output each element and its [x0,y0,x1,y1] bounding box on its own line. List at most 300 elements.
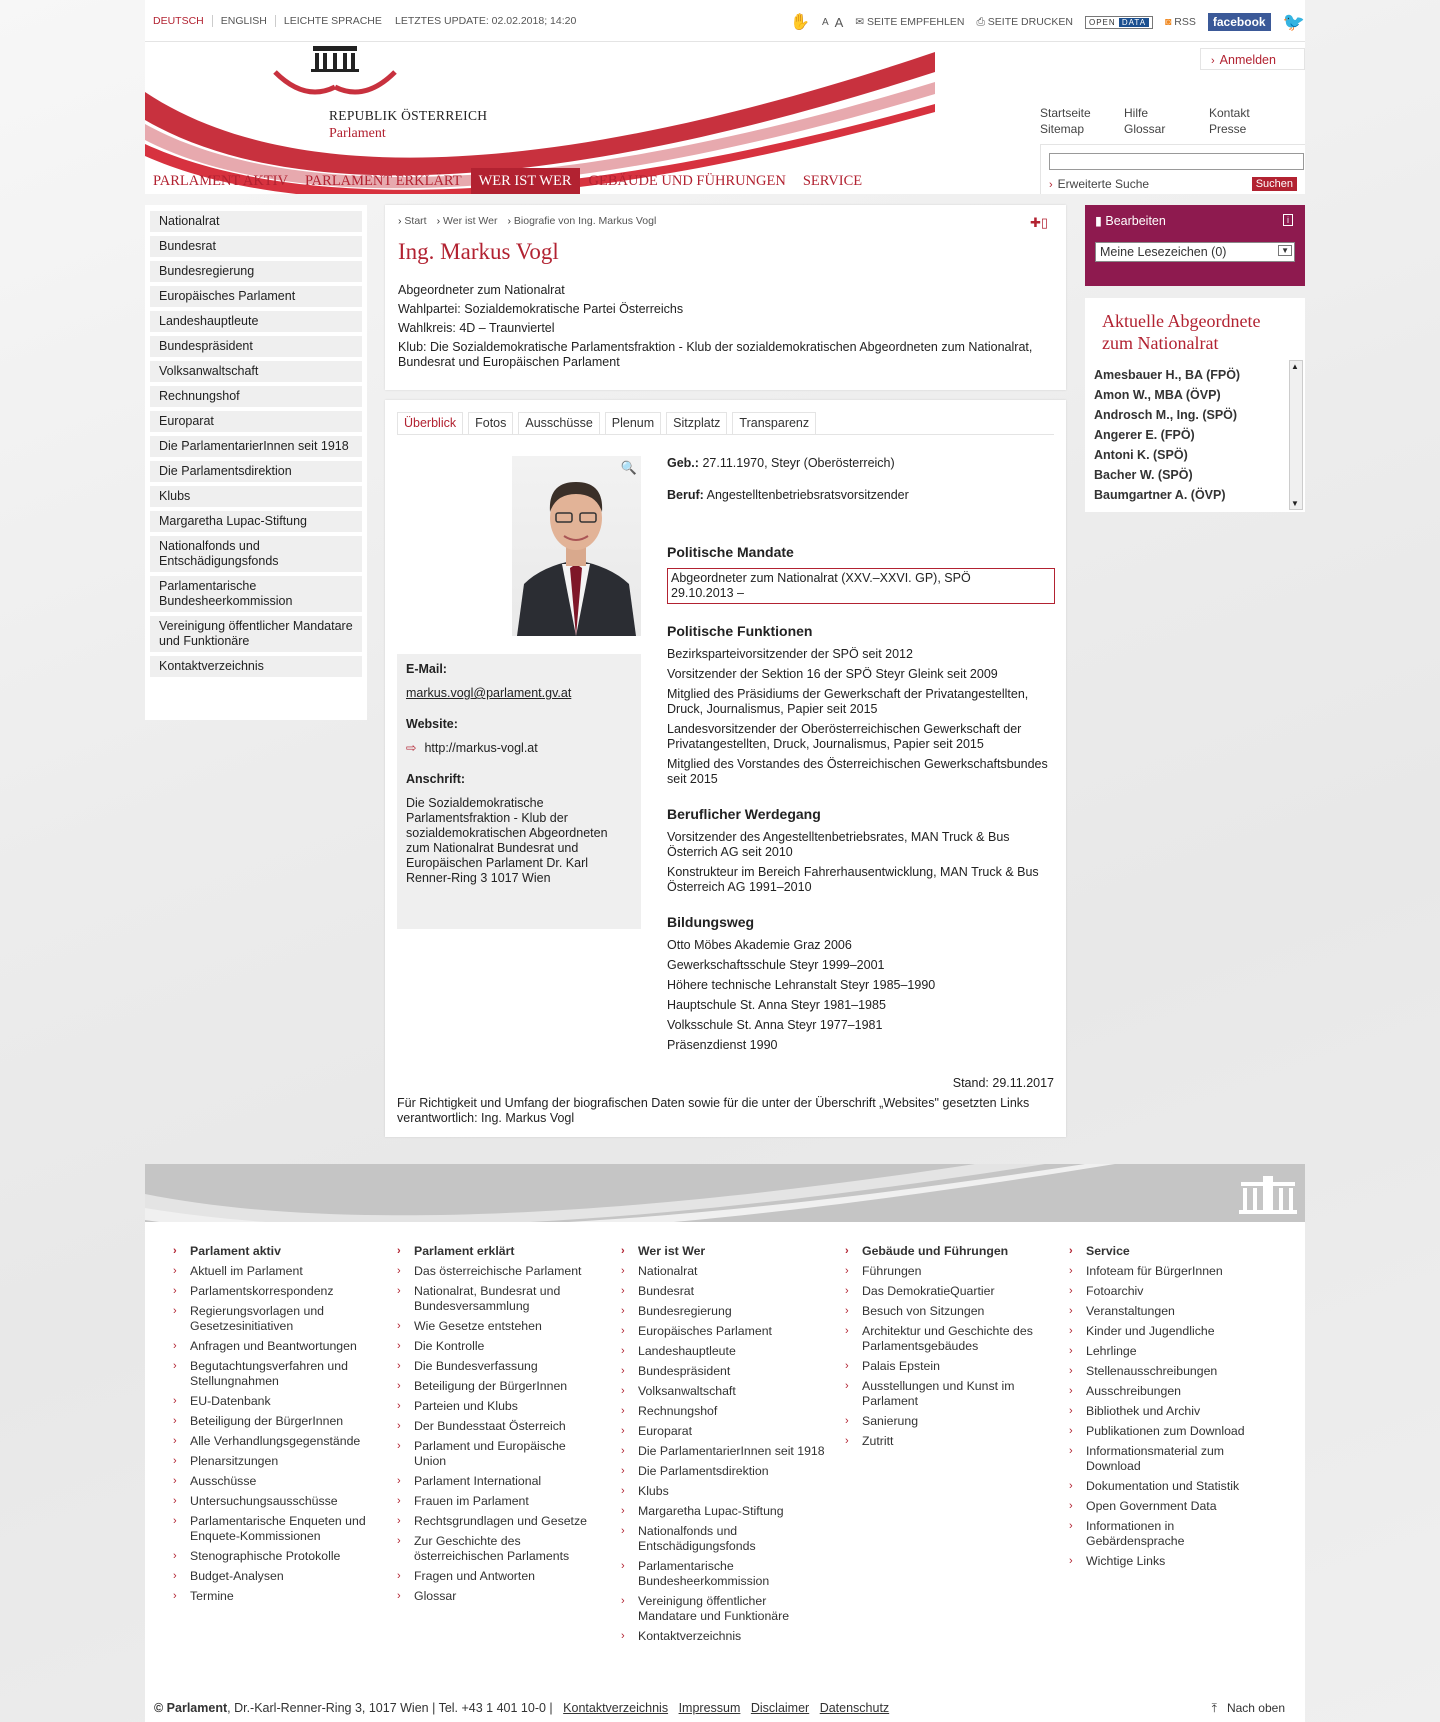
footer-link[interactable] [1069,1364,1293,1379]
footer-link[interactable] [173,1284,397,1299]
chevron-right-icon: › [845,1265,849,1277]
mp-list-item[interactable]: Antoni K. (SPÖ) [1094,448,1188,462]
footer-link-label: Plenarsitzungen [190,1454,279,1468]
footer-column-heading[interactable] [397,1244,621,1259]
login-link[interactable] [1200,48,1305,70]
leftnav-item[interactable]: Parlamentarische Bundesheerkommission [150,576,362,612]
nav-gebaeude[interactable]: GEBÄUDE UND FÜHRUNGEN [588,173,786,189]
open-data-badge[interactable] [1085,16,1153,29]
footer-link[interactable] [621,1504,845,1519]
disclaimer-text: Für Richtigkeit und Umfang der biografischen Daten sowie für die unter der Überschrift „Websites" gesetzten Links verantwortlich: Ing. Markus Vogl [397,1096,1030,1125]
mp-list-item[interactable]: Baumgartner A. (ÖVP) [1094,488,1226,502]
footer-link-label: Parlament International [414,1474,542,1488]
leftnav-item[interactable]: Europarat [150,411,362,432]
chevron-down-icon: ▼ [1278,245,1292,256]
footer-link[interactable] [397,1379,621,1394]
footer-link-label: Parlamentskorrespondenz [190,1284,334,1298]
person-party: Wahlpartei: Sozialdemokratische Partei Österreichs [398,302,684,316]
footer-link[interactable] [845,1359,1069,1374]
chevron-right-icon: › [621,1325,625,1337]
leftnav-item[interactable]: Bundespräsident [150,336,362,357]
tab-overview[interactable]: Überblick [397,412,463,434]
bio-body-card [385,400,1066,1137]
chevron-right-icon: › [173,1360,177,1372]
chevron-right-icon: › [621,1425,625,1437]
footer-link-label: Nationalrat [638,1264,698,1278]
website-link[interactable] [406,741,632,756]
footer-link[interactable] [1069,1499,1293,1514]
back-to-top-label: Nach oben [1226,1701,1285,1715]
info-icon[interactable]: i [1283,214,1293,226]
font-large-button[interactable]: A [834,14,844,30]
footer-link-kontaktverzeichnis[interactable]: Kontaktverzeichnis [563,1701,669,1715]
footer-link[interactable] [621,1424,845,1439]
job-value: Angestelltenbetriebsratsvorsitzender [706,488,909,502]
footer-link[interactable] [1069,1344,1293,1359]
zoom-icon[interactable]: 🔍 [620,460,637,475]
job-label: Beruf: [667,488,704,502]
footer-link-label: Zutritt [862,1434,894,1448]
chevron-right-icon: › [173,1395,177,1407]
chevron-right-icon: › [173,1570,177,1582]
footer-link[interactable] [397,1359,621,1374]
leftnav-item[interactable]: Die ParlamentarierInnen seit 1918 [150,436,362,457]
footer-link[interactable] [1069,1444,1293,1474]
footer-column-heading[interactable] [1069,1244,1293,1259]
footer-link[interactable] [1069,1519,1293,1549]
footer-swoosh-graphic [145,1164,1305,1222]
footer-link-columns [173,1244,1293,1649]
quick-link-contact[interactable]: Kontakt [1209,106,1250,120]
print-link[interactable] [976,16,1073,29]
lang-easy[interactable]: LEICHTE SPRACHE [283,15,382,27]
footer-heading-label: Parlament aktiv [190,1244,281,1258]
breadcrumb-wer-ist-wer[interactable]: › Wer ist Wer [437,215,498,227]
footer-link-label: Veranstaltungen [1086,1304,1175,1318]
footer-link[interactable] [1069,1264,1293,1279]
copyright-text: , Dr.-Karl-Renner-Ring 3, 1017 Wien | Tel. +43 1 401 10-0 | [227,1701,553,1715]
chevron-right-icon: › [845,1380,849,1392]
website-label: Website: [406,717,458,731]
chevron-right-icon: › [1069,1480,1073,1492]
birth-label: Geb.: [667,456,699,470]
footer-link-label: Publikationen zum Download [1086,1424,1245,1438]
site-logo[interactable] [329,108,487,142]
footer-link-label: Parlament und Europäische Union [414,1439,566,1468]
toolbar [790,12,1305,32]
footer-link[interactable] [845,1324,1069,1354]
footer-link[interactable] [621,1324,845,1339]
footer-link[interactable] [397,1419,621,1434]
education-item: Hauptschule St. Anna Steyr 1981–1985 [667,998,886,1012]
footer-link-label: Bundesregierung [638,1304,732,1318]
footer-link-label: Kontaktverzeichnis [638,1629,742,1643]
leftnav-item[interactable]: Nationalrat [150,211,362,232]
recommend-link[interactable] [855,16,964,28]
nav-parlament-erklaert[interactable]: PARLAMENT ERKLÄRT [304,173,462,189]
chevron-right-icon: › [397,1475,401,1487]
leftnav-item[interactable]: Bundesregierung [150,261,362,282]
search-button[interactable]: Suchen [1252,177,1297,191]
footer-link-label: Ausschreibungen [1086,1384,1182,1398]
chevron-right-icon: › [845,1415,849,1427]
footer-link-label: Wie Gesetze entstehen [414,1319,542,1333]
footer-link-label: Alle Verhandlungsgegenstände [190,1434,361,1448]
footer-link-label: Beteiligung der BürgerInnen [190,1414,344,1428]
quick-link-start[interactable]: Startseite [1040,106,1091,120]
footer-link[interactable] [1069,1284,1293,1299]
leftnav-item[interactable]: Die Parlamentsdirektion [150,461,362,482]
edit-label[interactable]: Bearbeiten [1105,214,1166,228]
footer-link-label: Landeshauptleute [638,1344,736,1358]
scroll-up-icon[interactable]: ▲ [1291,362,1299,371]
footer-link-label: Informationen in Gebärdensprache [1086,1519,1185,1548]
font-small-button[interactable]: A [821,16,829,28]
footer-link[interactable] [173,1494,397,1509]
scroll-down-icon[interactable]: ▼ [1291,499,1299,508]
chevron-right-icon: › [1049,179,1053,191]
chevron-right-icon: › [397,1340,401,1352]
footer-link[interactable] [845,1434,1069,1449]
function-item: Mitglied des Präsidiums der Gewerkschaft der Privatangestellten, Druck, Journalismus, Papier seit 2015 [667,687,1029,716]
footer-link-label: Lehrlinge [1086,1344,1137,1358]
footer-link[interactable] [397,1339,621,1354]
footer-link[interactable] [621,1559,845,1589]
footer-link-label: Die ParlamentarierInnen seit 1918 [638,1444,825,1458]
leftnav-item[interactable]: Margaretha Lupac-Stiftung [150,511,362,532]
footer-link-label: Aktuell im Parlament [190,1264,303,1278]
chevron-right-icon: › [621,1445,625,1457]
footer-link-label: Nationalrat, Bundesrat und Bundesversammlung [414,1284,561,1313]
leftnav-item[interactable]: Vereinigung öffentlicher Mandatare und Funktionäre [150,616,362,652]
footer-link[interactable] [397,1514,621,1529]
quick-link-sitemap[interactable]: Sitemap [1040,122,1085,136]
footer-link[interactable] [621,1464,845,1479]
page-title: Ing. Markus Vogl [398,239,559,264]
footer-link-label: Ausschüsse [190,1474,257,1488]
footer-column-heading[interactable] [845,1244,1069,1259]
footer-link[interactable] [621,1404,845,1419]
footer-heading-label: Parlament erklärt [414,1244,515,1258]
footer-link-label: Frauen im Parlament [414,1494,529,1508]
person-constituency: Wahlkreis: 4D – Traunviertel [398,321,555,335]
footer-link[interactable] [845,1414,1069,1429]
footer-link-label: Parlamentarische Enqueten und Enquete-Kommissionen [190,1514,366,1543]
back-to-top-link[interactable] [1212,1701,1285,1716]
nav-wer-ist-wer[interactable]: WER IST WER [471,168,580,194]
bio-header-card [385,205,1066,390]
bookmark-icon: ▮ [1095,214,1106,228]
facebook-link[interactable]: facebook [1208,13,1271,31]
footer-link[interactable] [621,1594,845,1624]
portrait-photo[interactable] [512,456,641,636]
footer-link-label: Zur Geschichte des österreichischen Parlaments [414,1534,570,1563]
footer-link-label: Architektur und Geschichte des Parlamentsgebäudes [862,1324,1033,1353]
function-item: Landesvorsitzender der Oberösterreichischen Gewerkschaft der Privatangestellten, Druck, Journalismus, Papier seit 2015 [667,722,1022,751]
footer-link[interactable] [1069,1324,1293,1339]
footer-link[interactable] [397,1439,621,1469]
career-item: Konstrukteur im Bereich Fahrerhausentwicklung, MAN Truck & Bus Österreich AG 1991–2010 [667,865,1039,894]
search-box [1040,144,1305,194]
footer-link[interactable] [621,1444,845,1459]
footer-link[interactable] [621,1524,845,1554]
footer-link[interactable] [621,1629,845,1644]
chevron-right-icon: › [621,1365,625,1377]
footer-link[interactable] [173,1264,397,1279]
leftnav-item[interactable]: Kontaktverzeichnis [150,656,362,677]
add-bookmark-icon[interactable]: ✚▯ [1029,215,1048,230]
chevron-right-icon: › [845,1360,849,1372]
chevron-right-icon: › [173,1265,177,1277]
footer-link[interactable] [845,1379,1069,1409]
mp-list-item[interactable]: Androsch M., Ing. (SPÖ) [1094,408,1238,422]
footer-link[interactable] [621,1264,845,1279]
chevron-right-icon: › [845,1435,849,1447]
email-link[interactable]: markus.vogl@parlament.gv.at [406,686,572,700]
chevron-right-icon: › [1069,1445,1073,1457]
footer-link-label: Besuch von Sitzungen [862,1304,985,1318]
nav-service[interactable]: SERVICE [802,173,863,189]
footer-link[interactable] [621,1384,845,1399]
mp-list-scrollbar[interactable] [1289,360,1303,510]
mp-panel-title: Aktuelle Abgeordnete zum Nationalrat [1102,311,1261,353]
nav-parlament-aktiv[interactable]: PARLAMENT AKTIV [153,173,288,189]
chevron-right-icon: › [1069,1345,1073,1357]
footer-link-label: Rechnungshof [638,1404,718,1418]
footer-link-label: Palais Epstein [862,1359,940,1373]
footer-link[interactable] [1069,1404,1293,1419]
chevron-right-icon: › [397,1420,401,1432]
chevron-right-icon: › [397,1515,401,1527]
footer-link[interactable] [621,1304,845,1319]
mandate-entry [667,568,1055,604]
chevron-right-icon: › [621,1560,625,1572]
footer-column-heading[interactable] [621,1244,845,1259]
footer-link-label: Ausstellungen und Kunst im Parlament [862,1379,1015,1408]
address-text: Die Sozialdemokratische Parlamentsfraktion - Klub der sozialdemokratischen Abgeordneten zum Nationalrat Bundesrat und Europäischen Parlament Dr. Karl Renner-Ring 3 1017 Wien [406,796,608,885]
stand-date: Stand: 29.11.2017 [952,1076,1054,1090]
chevron-right-icon: › [397,1495,401,1507]
chevron-right-icon: › [1069,1365,1073,1377]
footer-link-disclaimer[interactable]: Disclaimer [750,1701,810,1715]
advanced-search-link[interactable] [1049,177,1149,191]
chevron-right-icon: › [621,1265,625,1277]
footer-link[interactable] [173,1474,397,1489]
footer-link[interactable] [397,1494,621,1509]
print-label: SEITE DRUCKEN [987,15,1073,28]
footer-link-label: Fotoarchiv [1086,1284,1144,1298]
tab-committees[interactable]: Ausschüsse [518,412,599,434]
functions-list [667,647,1055,787]
chevron-right-icon: › [621,1485,625,1497]
open-data-prefix: OPEN [1088,17,1116,27]
footer-link[interactable] [621,1364,845,1379]
footer-link[interactable] [621,1284,845,1299]
mp-list-item[interactable]: Angerer E. (FPÖ) [1094,428,1195,442]
footer-link-label: Nationalfonds und Entschädigungsfonds [638,1524,756,1553]
logo-line-2: Parlament [329,126,386,141]
bio-tabs [397,412,1054,435]
footer-link[interactable] [397,1399,621,1414]
job-row [667,488,1055,503]
footer-link-label: Europarat [638,1424,693,1438]
copyright-line [154,1701,889,1715]
bookmarks-select[interactable] [1095,242,1295,262]
chevron-right-icon: › [173,1495,177,1507]
lang-deutsch[interactable]: DEUTSCH [145,15,213,27]
chevron-right-icon: › [845,1285,849,1297]
search-input[interactable] [1049,153,1304,170]
chevron-right-icon: › [397,1535,401,1547]
tab-photos[interactable]: Fotos [468,412,513,434]
mp-list-item[interactable]: Amon W., MBA (ÖVP) [1094,388,1221,402]
chevron-right-icon: › [173,1285,177,1297]
quick-link-press[interactable]: Presse [1209,122,1247,136]
footer-link[interactable] [173,1394,397,1409]
leftnav-item[interactable]: Klubs [150,486,362,507]
chevron-right-icon: › [621,1505,625,1517]
function-item: Mitglied des Vorstandes des Österreichischen Gewerkschaftsbundes seit 2015 [667,757,1048,786]
mp-list-item[interactable]: Bacher W. (SPÖ) [1094,468,1193,482]
footer-link-label: Das DemokratieQuartier [862,1284,995,1298]
footer-link[interactable] [397,1569,621,1584]
chevron-right-icon: › [845,1325,849,1337]
login-label: Anmelden [1219,53,1276,67]
footer-link[interactable] [1069,1554,1293,1569]
chevron-right-icon: › [621,1385,625,1397]
footer-link[interactable] [1069,1479,1293,1494]
email-label: E-Mail: [406,662,447,676]
footer-link[interactable] [173,1454,397,1469]
chevron-right-icon: › [397,1285,401,1297]
footer-column-heading[interactable] [173,1244,397,1259]
sign-language-icon[interactable]: ✋ [790,14,810,31]
footer-link-label: Fragen und Antworten [414,1569,535,1583]
footer-link[interactable] [845,1264,1069,1279]
footer-link[interactable] [173,1304,397,1334]
chevron-right-icon: › [397,1245,401,1257]
current-mps-panel [1085,298,1305,512]
footer-link[interactable] [173,1359,397,1389]
footer-link[interactable] [173,1434,397,1449]
footer-link[interactable] [1069,1424,1293,1439]
footer-link[interactable] [397,1589,621,1604]
bio-details [667,456,1055,1058]
footer-link[interactable] [1069,1304,1293,1319]
footer-link[interactable] [397,1264,621,1279]
mail-icon: ✉ [855,16,867,28]
quick-link-help[interactable]: Hilfe [1124,106,1149,120]
footer-link-label: Dokumentation und Statistik [1086,1479,1240,1493]
footer-column [845,1244,1069,1649]
tab-transparency[interactable]: Transparenz [732,412,816,434]
chevron-right-icon: › [1069,1405,1073,1417]
chevron-right-icon: › [397,1440,401,1452]
chevron-right-icon: › [173,1475,177,1487]
leftnav-item[interactable]: Nationalfonds und Entschädigungsfonds [150,536,362,572]
tab-seat[interactable]: Sitzplatz [666,412,727,434]
chevron-right-icon: › [397,1265,401,1277]
chevron-right-icon: › [621,1630,625,1642]
footer-link[interactable] [173,1549,397,1564]
lang-english[interactable]: ENGLISH [213,15,276,27]
footer-link-label: Die Parlamentsdirektion [638,1464,769,1478]
leftnav-item[interactable]: Landeshauptleute [150,311,362,332]
footer-link[interactable] [173,1514,397,1544]
last-update: LETZTES UPDATE: 02.02.2018; 14:20 [395,15,577,27]
breadcrumb-current: › Biografie von Ing. Markus Vogl [507,215,656,227]
mp-list [1085,364,1305,502]
footer-link-label: Volksanwaltschaft [638,1384,736,1398]
footer-link-label: Anfragen und Beantwortungen [190,1339,357,1353]
mp-list-item[interactable]: Amesbauer H., BA (FPÖ) [1094,368,1241,382]
bookmark-panel [1085,205,1305,286]
birth-row [667,456,1055,471]
chevron-right-icon: › [173,1340,177,1352]
footer-link-label: Untersuchungsausschüsse [190,1494,338,1508]
footer-link[interactable] [621,1484,845,1499]
footer-link[interactable] [845,1304,1069,1319]
footer-column [397,1244,621,1649]
footer-link-impressum[interactable]: Impressum [678,1701,741,1715]
footer-link[interactable] [173,1589,397,1604]
twitter-icon[interactable]: 🐦 [1282,12,1305,32]
footer-link-label: Vereinigung öffentlicher Mandatare und Funktionäre [638,1594,790,1623]
chevron-right-icon: › [1069,1325,1073,1337]
chevron-right-icon: › [173,1415,177,1427]
chevron-right-icon: › [1211,55,1215,67]
footer-link[interactable] [397,1534,621,1564]
leftnav-item[interactable]: Europäisches Parlament [150,286,362,307]
footer-link[interactable] [397,1284,621,1314]
breadcrumb-start[interactable]: › Start [398,215,427,227]
footer-link-label: Beteiligung der BürgerInnen [414,1379,568,1393]
footer-link[interactable] [173,1339,397,1354]
footer-heading-label: Service [1086,1244,1130,1258]
career-heading: Beruflicher Werdegang [667,806,821,822]
footer-link-label: Parteien und Klubs [414,1399,518,1413]
mandates-heading: Politische Mandate [667,544,794,560]
leftnav-item[interactable]: Volksanwaltschaft [150,361,362,382]
footer-link-label: Infoteam für BürgerInnen [1086,1264,1223,1278]
footer-link-label: Sanierung [862,1414,919,1428]
footer-heading-label: Gebäude und Führungen [862,1244,1009,1258]
footer-link[interactable] [173,1569,397,1584]
footer-link-datenschutz[interactable]: Datenschutz [819,1701,890,1715]
mandate-date: 29.10.2013 – [671,586,744,600]
education-item: Gewerkschaftsschule Steyr 1999–2001 [667,958,885,972]
chevron-right-icon: › [621,1285,625,1297]
footer-link-label: Bibliothek und Archiv [1086,1404,1201,1418]
chevron-right-icon: › [397,1380,401,1392]
chevron-right-icon: › [397,1360,401,1372]
breadcrumb [398,215,1053,227]
footer-link[interactable] [173,1414,397,1429]
quick-link-glossary[interactable]: Glossar [1124,122,1166,136]
footer-link-label: Regierungsvorlagen und Gesetzesinitiativen [190,1304,324,1333]
footer-link[interactable] [397,1474,621,1489]
footer-parliament-icon [1239,1176,1297,1214]
leftnav-item[interactable]: Bundesrat [150,236,362,257]
footer-link[interactable] [397,1319,621,1334]
footer-link[interactable] [621,1344,845,1359]
rss-link[interactable] [1165,16,1196,28]
leftnav-item[interactable]: Rechnungshof [150,386,362,407]
tab-plenum[interactable]: Plenum [605,412,661,434]
left-sidebar-nav [145,205,367,720]
footer-link[interactable] [845,1284,1069,1299]
footer-link[interactable] [1069,1384,1293,1399]
